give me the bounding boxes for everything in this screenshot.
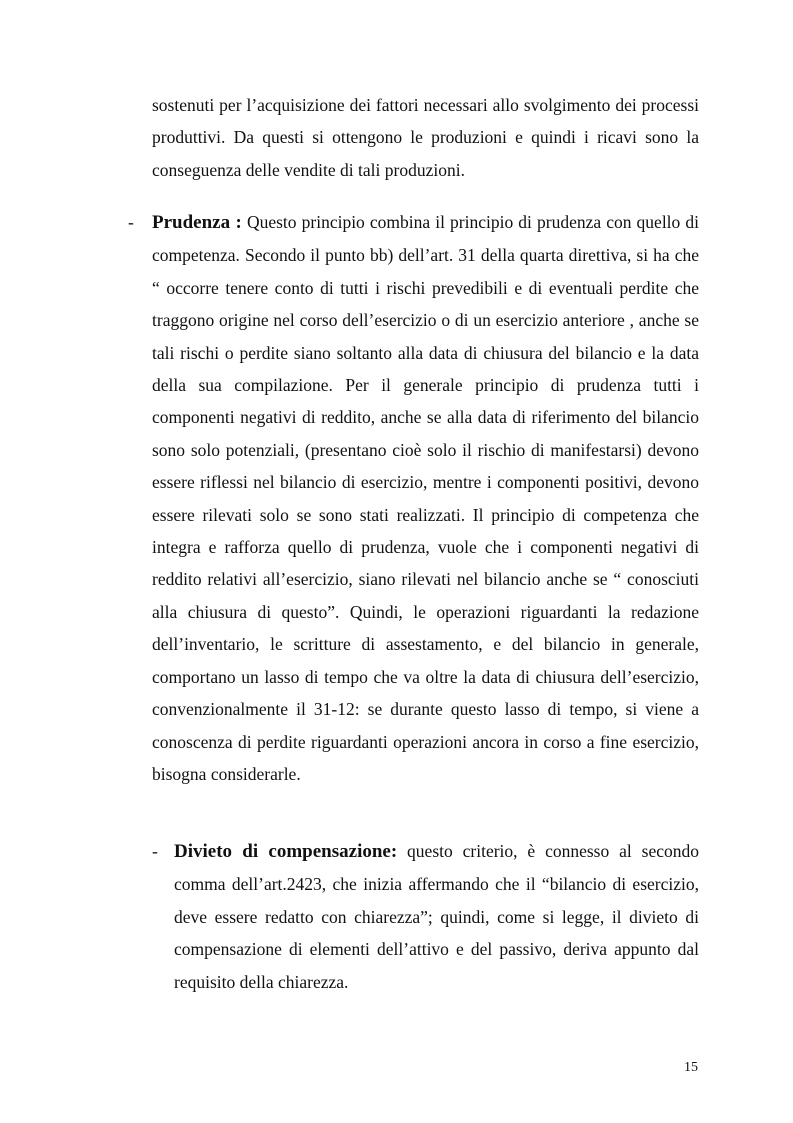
paragraph-continued: sostenuti per l’acquisizione dei fattori necessari allo svolgimento dei processi produttivi. Da questi si ottengono le produzioni e quindi i ricavi sono la conseguenza delle vendite di tali produzioni. [152,95,699,180]
term-divieto-di-compensazione: Divieto di compensazione: [174,841,398,862]
text-prudenza: Questo principio combina il principio di prudenza con quello di competenza. Secondo il punto bb) dell’art. 31 della quarta direttiva, si ha che “ occorre tenere conto di tutti i rischi prevedibili e di eventuali perdite che traggono origine nel corso dell’esercizio o di un esercizio anteriore , anche se tali rischi o perdite siano soltanto alla data di chiusura del bilancio e la data della sua compilazione. Per il generale principio di prudenza tutti i componenti negativi di reddito, anche se alla data di riferimento del bilancio sono solo potenziali, (presentano cioè solo il rischio di manifestarsi) devono essere riflessi nel bilancio di esercizio, mentre i componenti positivi, devono essere rilevati solo se sono stati realizzati. Il principio di competenza che integra e rafforza quello di prudenza, vuole che i componenti negativi di reddito relativi all’esercizio, siano rilevati nel bilancio anche se “ conosciuti alla chiusura di questo”. Quindi, le operazioni riguardanti la redazione dell’inventario, le scritture di assestamento, e del bilancio in generale, comportano un lasso di tempo che va oltre la data di chiusura dell’esercizio, convenzionalmente il 31-12: se durante questo lasso di tempo, si viene a conoscenza di perdite riguardanti operazioni ancora in corso a fine esercizio, bisogna considerarle. [152,212,699,784]
list-bullet-prudenza: - [128,212,134,232]
list-item-prudenza [152,206,699,790]
list-bullet-divieto: - [152,841,158,861]
page-number: 15 [684,1060,698,1075]
text-divieto-di-compensazione: questo criterio, è connesso al secondo comma dell’art.2423, che inizia affermando che il “bilancio di esercizio, deve essere redatto con chiarezza”; quindi, come si legge, il divieto di compensazione di elementi dell’attivo e del passivo, deriva appunto dal requisito della chiarezza. [174,841,699,992]
list-item-divieto-di-compensazione [174,835,699,998]
term-prudenza: Prudenza : [152,212,242,233]
